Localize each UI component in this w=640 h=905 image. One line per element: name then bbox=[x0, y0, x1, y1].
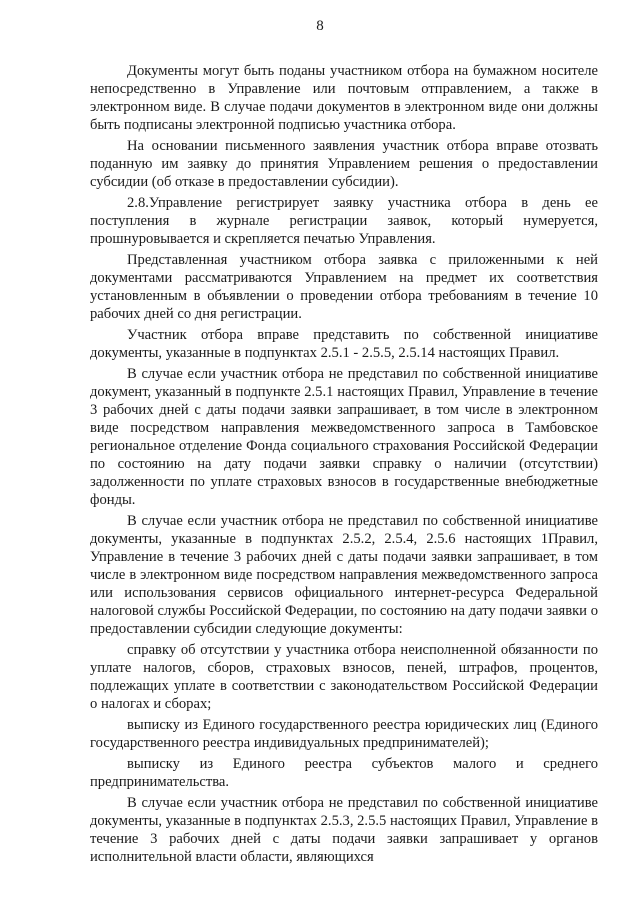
list-item-egrul-extract: выписку из Единого государственного реестра юридических лиц (Единого государственного реестра индивидуальных предпринимателей); bbox=[90, 717, 598, 751]
list-item-tax-certificate: справку об отсутствии у участника отбора неисполненной обязанности по уплате налогов, сборов, страховых взносов, пеней, штрафов, процентов, подлежащих уплате в соответствии с законодательством Российской Федерации о налогах и сборах; bbox=[90, 642, 598, 712]
paragraph-regional-authorities-request: В случае если участник отбора не представил по собственной инициативе документы, указанные в подпунктах 2.5.3, 2.5.5 настоящих Правил, Управление в течение 3 рабочих дней с даты подачи заявки запрашивает у органов исполнительной власти области, являющихся bbox=[90, 795, 598, 865]
document-body bbox=[90, 62, 598, 869]
paragraph-documents-submission: Документы могут быть поданы участником отбора на бумажном носителе непосредственно в Управление или почтовым отправлением, а также в электронном виде. В случае подачи документов в электронном виде они должны быть подписаны электронной подписью участника отбора. bbox=[90, 63, 598, 133]
page-number: 8 bbox=[316, 18, 324, 34]
paragraph-withdraw-application: На основании письменного заявления участник отбора вправе отозвать поданную им заявку до принятия Управлением решения о предоставлении субсидии (об отказе в предоставлении субсидии). bbox=[90, 138, 598, 190]
paragraph-fss-request: В случае если участник отбора не представил по собственной инициативе документ, указанный в подпункте 2.5.1 настоящих Правил, Управление в течение 3 рабочих дней с даты подачи заявки запрашивает, в том числе в электронном виде посредством направления межведомственного запроса в Тамбовское региональное отделение Фонда социального страхования Российской Федерации по состоянию на дату подачи заявки справку о наличии (отсутствии) задолженности по уплате страховых взносов в государственные внебюджетные фонды. bbox=[90, 366, 598, 508]
list-item-sme-registry-extract: выписку из Единого реестра субъектов малого и среднего предпринимательства. bbox=[90, 756, 598, 790]
paragraph-review-period: Представленная участником отбора заявка с приложенными к ней документами рассматриваются Управлением на предмет их соответствия установленным в объявлении о проведении отбора требованиям в течение 10 рабочих дней со дня регистрации. bbox=[90, 252, 598, 322]
paragraph-2-8-registration: 2.8.Управление регистрирует заявку участника отбора в день ее поступления в журнале регистрации заявок, который нумеруется, прошнуровывается и скрепляется печатью Управления. bbox=[90, 195, 598, 247]
paragraph-tax-service-request: В случае если участник отбора не представил по собственной инициативе документы, указанные в подпунктах 2.5.2, 2.5.4, 2.5.6 настоящих 1Правил, Управление в течение 3 рабочих дней с даты подачи заявки запрашивает, в том числе в электронном виде посредством направления межведомственного запроса или использования сервисов официального интернет-ресурса Федеральной налоговой службы Российской Федерации, по состоянию на дату подачи заявки о предоставлении субсидии следующие документы: bbox=[90, 513, 598, 637]
paragraph-own-initiative: Участник отбора вправе представить по собственной инициативе документы, указанные в подпунктах 2.5.1 - 2.5.5, 2.5.14 настоящих Правил. bbox=[90, 327, 598, 361]
